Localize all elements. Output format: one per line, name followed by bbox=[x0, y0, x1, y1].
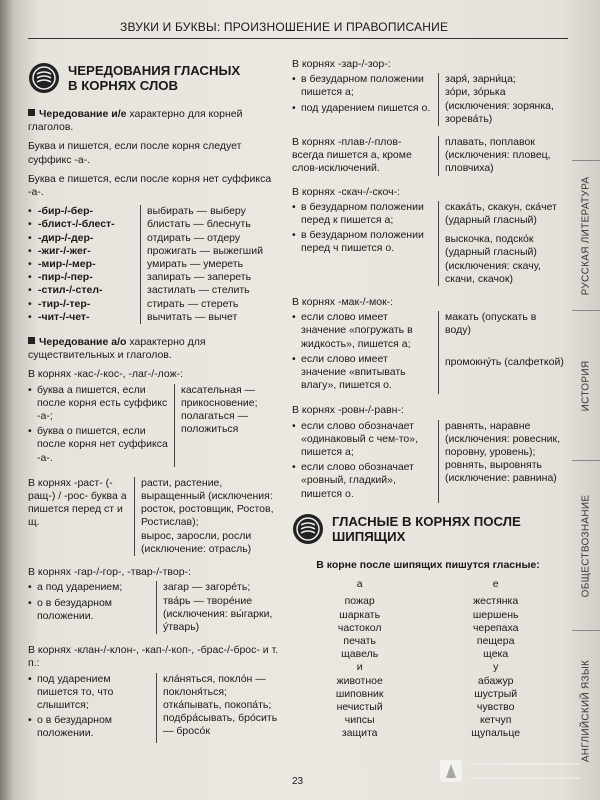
rule-bullet: • буква а пишется, если после корня есть суффикс -а-; bbox=[28, 384, 168, 424]
root-example: стирать — стереть bbox=[140, 298, 284, 311]
rule-bullet: • а под ударением; bbox=[28, 581, 150, 594]
list-item: пожар bbox=[344, 595, 375, 608]
list-item: абажур bbox=[477, 674, 514, 687]
root-pair: • -тир-/-тер- bbox=[28, 298, 140, 311]
list-heading: а bbox=[356, 578, 363, 591]
root-pair: • -дир-/-дер- bbox=[28, 232, 140, 245]
example-text: промокну́ть (салфеткой) bbox=[445, 355, 564, 368]
page-number: 23 bbox=[292, 776, 304, 787]
list-heading: у bbox=[493, 661, 499, 674]
rule-text: Буква е пишется, если после корня нет суффикса -а-. bbox=[28, 172, 272, 199]
list-item: защита bbox=[341, 727, 378, 740]
header-rule bbox=[28, 38, 568, 39]
root-pair: • -блист-/-блест- bbox=[28, 218, 140, 231]
subrule-rast bbox=[28, 477, 284, 556]
example-text: загар — загоре́ть; bbox=[163, 581, 251, 594]
list-item: щека bbox=[483, 648, 509, 661]
list-item: шаркать bbox=[339, 608, 381, 621]
example-text: вырос, заросли, росли (исключение: отрасль) bbox=[141, 529, 252, 555]
side-tab-social-studies: ОБЩЕСТВОЗНАНИЕ bbox=[572, 460, 600, 631]
root-example: отдирать — отдеру bbox=[140, 232, 284, 245]
list-heading: и bbox=[356, 661, 363, 674]
subrule-rovn bbox=[292, 420, 564, 503]
list-item: шершень bbox=[472, 608, 519, 621]
root-pair: • -пир-/-пер- bbox=[28, 271, 140, 284]
root-example: выбирать — выберу bbox=[140, 205, 284, 218]
list-item: шиповник bbox=[335, 687, 384, 700]
list-item: пещера bbox=[476, 634, 515, 647]
example-text: равнять, наравне (исключения: ровесник, поровну, уровень); bbox=[445, 419, 560, 459]
example-text: полагаться — положиться bbox=[181, 410, 249, 436]
root-pair: • -бир-/-бер- bbox=[28, 205, 140, 218]
rule-bullet: • в безударном положении перед к пишется а; bbox=[292, 201, 432, 227]
square-bullet-icon bbox=[28, 109, 35, 116]
sibilants-intro: В корне после шипящих пишутся гласные: bbox=[316, 558, 540, 571]
subrule-heading: В корнях -зар-/-зор-: bbox=[292, 58, 391, 70]
rule-bullet: • под ударением пишется то, что слышится; bbox=[28, 673, 150, 713]
subrule-skach bbox=[292, 201, 564, 286]
subrule-klan bbox=[28, 673, 284, 743]
example-text: кла́няться, покло́н — поклоня́ться; bbox=[163, 672, 266, 698]
example-text: зо́ри, зо́рька (исключения: зорянка, зорева́ть) bbox=[445, 86, 554, 125]
rule-bullet: • под ударением пишется о. bbox=[292, 102, 432, 115]
rule-bullet: • если слово имеет значение «погружать в жидкость», пишется а; bbox=[292, 311, 432, 351]
root-example: запирать — запереть bbox=[140, 271, 284, 284]
word-list-e bbox=[471, 578, 520, 740]
rule-bullet: • если слово обозначает «одинаковый с чем-то», пишется а; bbox=[292, 420, 432, 460]
list-item: чипсы bbox=[344, 714, 375, 727]
word-list-a bbox=[336, 578, 384, 740]
rule-text: В корнях -плав-/-плов- всегда пишется а, кроме слов-исключений. bbox=[292, 136, 412, 175]
section-heading-vowels-after-sibilants bbox=[292, 513, 564, 545]
subrule-mak bbox=[292, 311, 564, 394]
side-tab-history: ИСТОРИЯ bbox=[572, 310, 600, 461]
list-item: животное bbox=[336, 674, 383, 687]
right-column bbox=[292, 52, 564, 741]
root-pair: • -стил-/-стел- bbox=[28, 284, 140, 297]
ie-root-table bbox=[28, 205, 284, 324]
rule-bullet: • если слово обозначает «ровный, гладкий», пишется о. bbox=[292, 461, 432, 501]
watermark-logo-icon bbox=[440, 756, 590, 786]
list-heading: е bbox=[492, 578, 499, 591]
example-text: макать (опускать в воду) bbox=[445, 311, 537, 337]
subrule-kas bbox=[28, 384, 284, 467]
running-header: ЗВУКИ И БУКВЫ: ПРОИЗНОШЕНИЕ И ПРАВОПИСАНИЕ bbox=[120, 20, 449, 34]
section-logo-icon bbox=[292, 513, 324, 545]
root-example: блистать — блеснуть bbox=[140, 218, 284, 231]
list-item: щавель bbox=[341, 648, 379, 661]
rule-bullet: • буква о пишется, если после корня нет суффикса -а-. bbox=[28, 425, 168, 465]
side-tab-literature: РУССКАЯ ЛИТЕРАТУРА bbox=[572, 160, 600, 311]
example-text: тва́рь — творе́ние (исключения: вы́гарки, у́тварь) bbox=[163, 594, 273, 633]
rule-bullet: • если слово имеет значение «впитывать влагу», пишется о. bbox=[292, 353, 432, 393]
root-pair: • -мир-/-мер- bbox=[28, 258, 140, 271]
list-item: черепаха bbox=[472, 621, 519, 634]
list-item: шустрый bbox=[474, 687, 518, 700]
list-item: жестянка bbox=[473, 595, 519, 608]
subrule-plav bbox=[292, 136, 564, 176]
example-text: расти, растение, выращенный (исключения: росток, ростовщик, Ростов, Ростислав); bbox=[141, 476, 274, 529]
example-text: подбра́сывать, бро́сить — бросо́к bbox=[163, 712, 278, 738]
rule-bullet: • в безударном положении пишется а; bbox=[292, 73, 432, 99]
rule-bullet: • о в безударном положении. bbox=[28, 597, 150, 623]
list-item: печать bbox=[343, 634, 376, 647]
rule-bullet: • в безударном положении перед ч пишется о. bbox=[292, 229, 432, 255]
list-item: частокол bbox=[337, 621, 382, 634]
list-item: кетчуп bbox=[479, 714, 512, 727]
example-text: ровнять, выровнять (исключение: равнина) bbox=[445, 459, 557, 485]
list-item: нечистый bbox=[336, 700, 383, 713]
example-text: касательная — прикосновение; bbox=[181, 383, 258, 409]
subrule-gar bbox=[28, 581, 284, 634]
list-item: чувство bbox=[476, 700, 515, 713]
root-pair: • -чит-/-чет- bbox=[28, 311, 140, 324]
example-text: отка́пывать, покопа́ть; bbox=[163, 698, 272, 711]
section-logo-icon bbox=[28, 62, 60, 94]
root-example: застилать — стелить bbox=[140, 284, 284, 297]
sibilant-word-lists bbox=[292, 578, 564, 740]
example-text: выскочка, подско́к (ударный гласный) (исключения: скачу, скачи, скачок) bbox=[445, 233, 541, 285]
square-bullet-icon bbox=[28, 337, 35, 344]
root-pair: • -жиг-/-жег- bbox=[28, 245, 140, 258]
subrule-heading: В корнях -мак-/-мок-: bbox=[292, 296, 394, 309]
rule-title-ao: Чередование а/о характерно для существительных и глаголов. bbox=[28, 336, 206, 362]
rule-text: В корнях -раст- (-ращ-) / -рос- буква а пишется перед ст и щ. bbox=[28, 476, 127, 529]
root-example: умирать — умереть bbox=[140, 258, 284, 271]
subrule-heading: В корнях -ровн-/-равн-: bbox=[292, 404, 404, 417]
side-tab-english: АНГЛИЙСКИЙ ЯЗЫК bbox=[572, 630, 600, 791]
subrule-zar bbox=[292, 73, 564, 126]
left-column bbox=[28, 52, 284, 753]
subrule-heading: В корнях -скач-/-скоч-: bbox=[292, 185, 400, 198]
rule-bullet: • о в безударном положении. bbox=[28, 714, 150, 740]
section-title: ЧЕРЕДОВАНИЯ ГЛАСНЫХ В КОРНЯХ СЛОВ bbox=[68, 63, 241, 93]
list-item: щупальце bbox=[471, 727, 521, 740]
example-text: плавать, поплавок (исключения: пловец, пловчиха) bbox=[445, 136, 551, 175]
root-example: вычитать — вычет bbox=[140, 311, 284, 324]
section-heading-vowel-alternation bbox=[28, 62, 284, 94]
example-text: скака́ть, скакун, ска́чет (ударный гласный) bbox=[445, 200, 557, 227]
section-title: ГЛАСНЫЕ В КОРНЯХ ПОСЛЕ ШИПЯЩИХ bbox=[332, 513, 521, 544]
rule-text: Буква и пишется, если после корня следует суффикс -а-. bbox=[28, 140, 242, 166]
subrule-heading: В корнях -клан-/-клон-, -кап-/-коп-, -брас-/-брос- и т. п.: bbox=[28, 644, 279, 670]
example-text: заря́, зарни́ца; bbox=[445, 73, 516, 86]
subrule-heading: В корнях -гар-/-гор-, -твар-/-твор-: bbox=[28, 566, 191, 579]
rule-title-ie: Чередование и/е характерно для корней глаголов. bbox=[28, 108, 243, 134]
subrule-heading: В корнях -кас-/-кос-, -лаг-/-лож-: bbox=[28, 368, 184, 381]
root-example: прожигать — выжегший bbox=[140, 245, 284, 258]
